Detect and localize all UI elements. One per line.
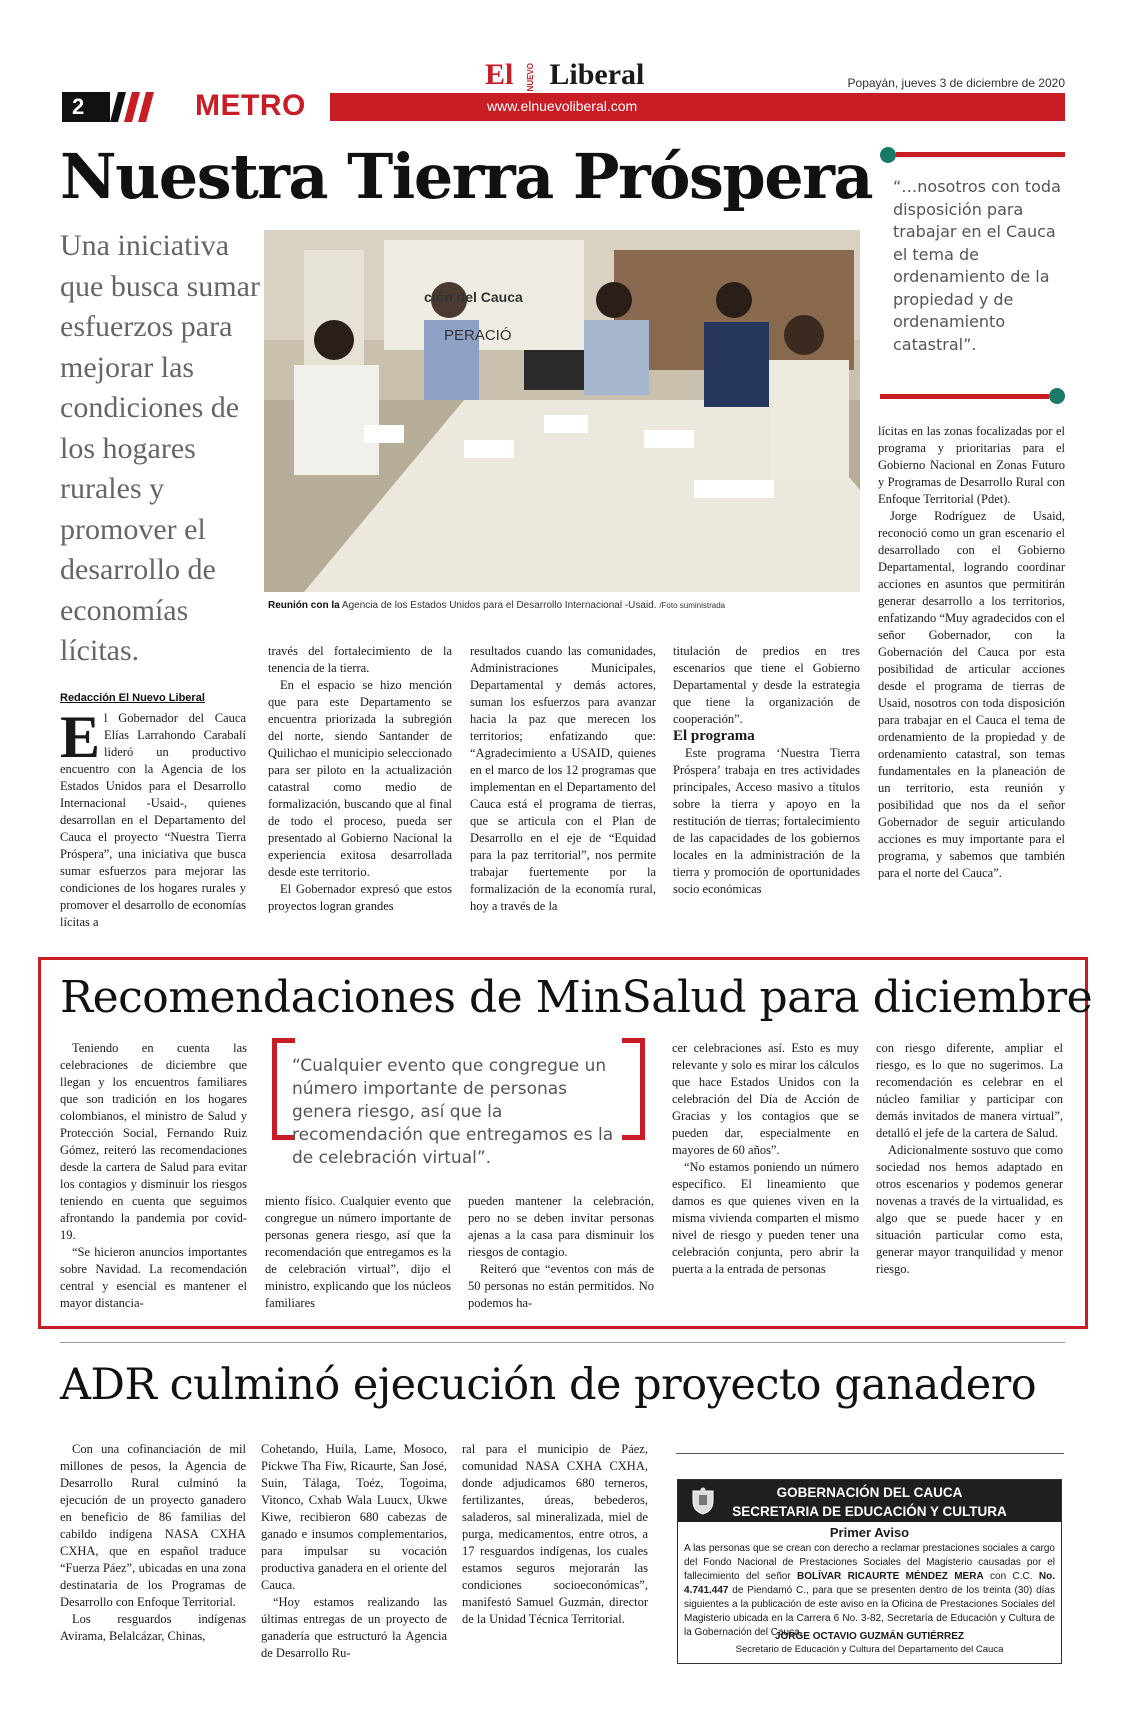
article-column-4: titulación de predios en tres escenarios que tiene el Gobierno Departamental y desde la estrategia que tiene la organización de cooperación”. El programa Este programa ‘Nuestra Tierra Próspera’ trabaja en tres actividades principales, Acceso masivo a títulos sobre la tierra y apoyo en la restitución de tierras; fortalecimiento de las capacidades de los gobiernos locales en la administración de la tierra y promoción de oportunidades socio económicas — [673, 644, 860, 896]
notice-rule — [676, 1453, 1064, 1454]
article-column-5: lícitas en las zonas focalizadas por el programa y prioritarias para el Gobierno Nacional en Zonas Futuro y Programas de Desarrollo Rural con Enfoque Territorial (Pdet). Jorge Rodríguez de Usaid, reconoció como un gran escenario el desarrollado con el Gobierno Departamental, logrando coordinar acciones en asuntos que permitirán generar desarrollo a los territorios, enfatizando “Muy agradecidos con el señor Gobernador, con la Gobernación del Cauca por esta posibilidad de articular acciones desde el programa de tierras de Usaid, nosotros con toda disposición para trabajar en el Cauca el tema de ordenamiento de la propiedad y de ordenamiento catastral, son temas fundamentales en la planeación de un territorio, esta reunión y posibilidad que nos da el señor Gobernador de seguir articulando acciones es muy importante para el programa, y sabemos que también para el norte del Cauca”. — [878, 424, 1065, 880]
page-number: 2 — [62, 92, 110, 122]
article-column-2: través del fortalecimiento de la tenencia de la tierra. En el espacio se hizo mención que para este Departamento se encuentra priorizada la subregión del norte, siendo Santander de Quilichao el municipio seleccionado para ser piloto en la actualización catastral como medio de formalización, buscando que al final de todo el proceso, pueda ser presentado al Gobierno Nacional la experiencia exitosa desarrollada desde este territorio. El Gobernador expresó que estos proyectos logran grandes — [268, 644, 452, 913]
meeting-photo — [264, 230, 860, 592]
notice-title: Primer Aviso — [829, 1525, 910, 1540]
pull-quote: “Cualquier evento que congregue un número importante de personas genera riesgo, así que la recomendación que entregamos es la de celebración virtual”. — [292, 1056, 614, 1168]
article-column-1: Teniendo en cuenta las celebraciones de diciembre que llegan y los encuentros familiares que son tradición en los hogares colombianos, el ministro de Salud y Protección Social, Fernando Ruiz Gómez, reiteró las recomendaciones desde la cartera de Salud para evitar los contagios y disminuir los riesgos teniendo en cuenta que seguimos afrontando la pandemia por covid-19. “Se hicieron anuncios importantes sobre Navidad. La recomendación central y esencial es mantener el mayor distancia- — [60, 1041, 247, 1310]
article-column-1: El Gobernador del Cauca Elías Larrahondo Carabalí lideró un productivo encuentro con la Agencia de los Estados Unidos para el Desarrollo Internacional -Usaid-, quienes desarrollan en el Departamento del Cauca el proyecto “Nuestra Tierra Próspera”, una iniciativa que busca sumar esfuerzos para mejorar las condiciones de los hogares rurales y promover el desarrollo de economías lícitas a — [60, 704, 246, 929]
subheading: El programa — [673, 728, 755, 744]
dateline: Popayán, jueves 3 de diciembre de 2020 — [847, 76, 1065, 90]
article-headline: Recomendaciones de MinSalud para diciembre — [60, 972, 1093, 1023]
article-column-3: ral para el municipio de Páez, comunidad NASA CXHA CXHA, donde adjudicamos 680 terneros, fertilizantes, úreas, bebederos, saladeros, sal mineralizada, miel de purga, medicamentos, entre otros, a 17 resguardos indígenas, los cuales estamos seguros mejorarán las condiciones socioeconómicas”, manifestó Samuel Guzmán, director de la Unidad Técnica Territorial. — [462, 1442, 648, 1626]
article-column-2: Cohetando, Huila, Lame, Mosoco, Pickwe Tha Fiw, Ricaurte, San José, Suin, Tálaga, Toéz, Togoima, Vitonco, Cxhab Wala Luucx, Ukwe Kiwe, recibieron 680 cabezas de ganado e insumos complementarios, para impulsar su vocación productiva ganadera en el oriente del Cauca. “Hoy estamos realizando las últimas entregas de un proyecto de ganadería que estructuró la Agencia de Desarrollo Ru- — [261, 1442, 447, 1660]
article-column-1: Con una cofinanciación de mil millones de pesos, la Agencia de Desarrollo Rural culminó la ejecución de un proyecto ganadero en beneficio de 86 familias del cabildo indígena NASA CXHA CXHA, que en español traduce “Fuerza Páez”, ubicadas en una zona destinataria de los Programas de Desarrollo con Enfoque Territorial. Los resguardos indígenas Avirama, Belalcázar, Chinas, — [60, 1442, 246, 1643]
notice-body: A las personas que se crean con derecho a reclamar prestaciones sociales a cargo del Fondo Nacional de Prestaciones Sociales del Magisterio causadas por el fallecimiento del señor BOLÍVAR RICAURTE MÉNDEZ MERA con C.C. No. 4.741.447 de Piendamó C., para que se presenten dentro de los treinta (30) días siguientes a la publicación de este aviso en la Oficina de Prestaciones Sociales del Magisterio ubicada en la Carrera 6 No. 3-82, Secretaría de Educación y Cultura de la Gobernación del Cauca. — [684, 1543, 1055, 1638]
svg-text:PERACIÓ: PERACIÓ — [444, 327, 512, 344]
notice-signatory: JORGE OCTAVIO GUZMÁN GUTIÉRREZ — [774, 1631, 965, 1642]
article-headline: ADR culminó ejecución de proyecto ganadero — [60, 1360, 1037, 1410]
svg-text:ción del Cauca: ción del Cauca — [424, 289, 523, 305]
coat-of-arms-icon — [690, 1487, 716, 1515]
article-column-3: resultados cuando las comunidades, Administraciones Municipales, Departamental y demás actores, suman los esfuerzos para avanzar hacia la paz que merecen los territorios; enfatizando que: “Agradecimiento a USAID, quienes en el marco de los 12 programas que implementan en el Departamento del Cauca está el programa de tierras, que se articula con el Plan de Desarrollo en el eje de “Equidad para la paz territorial”, nos permite trabajar fuertemente por la formalización de la economía rural, hoy a través de la — [470, 644, 656, 913]
website-url[interactable]: www.elnuevoliberal.com — [487, 98, 638, 114]
article-column-4: cer celebraciones así. Esto es muy relevante y solo es mirar los cálculos que hace Estados Unidos con la celebración del Día de Acción de Gracias y los contagios que se pueden dar, especialmente en mayores de 60 años”. “No estamos poniendo un número específico. El lineamiento que damos es que quienes viven en la misma vivienda comparten el mismo nivel de riesgo y pueden tener una celebración conjunta, pero abrir la puerta a la entrada de personas — [672, 1041, 859, 1276]
photo-caption: Reunión con la Agencia de los Estados Unidos para el Desarrollo Internacional -Usaid. /Foto suministrada — [268, 600, 726, 611]
section-name: METRO — [195, 89, 306, 122]
header-stripes-graphic — [110, 92, 166, 122]
notice-header: GOBERNACIÓN DEL CAUCA SECRETARIA DE EDUCACIÓN Y CULTURA — [678, 1480, 1061, 1522]
pull-quote: “…nosotros con toda disposición para trabajar en el Cauca el tema de ordenamiento de la propiedad y de ordenamiento catastral”. — [893, 177, 1061, 354]
article-column-3: pueden mantener la celebración, pero no se deben invitar personas ajenas a la casa para disminuir los riesgos de contagio. Reiteró que “eventos con más de 50 personas no están permitidos. No podemos ha- — [468, 1194, 654, 1310]
legal-notice — [677, 1479, 1062, 1664]
header-red-bar — [330, 93, 1065, 121]
article-column-2: miento físico. Cualquier evento que congregue un número importante de personas genera riesgo, así que la recomendación que entregamos es la de celebración virtual”, dijo el ministro, explicando que los núcleos familiares — [265, 1194, 451, 1310]
byline: Redacción El Nuevo Liberal — [60, 692, 205, 704]
article-deck: Una iniciativa que busca sumar esfuerzos para mejorar las condiciones de los hogares rurales y promover el desarrollo de economías lícitas. — [60, 229, 260, 667]
drop-cap: E — [60, 704, 101, 770]
newspaper-logo[interactable]: El NUEVO Liberal — [485, 58, 645, 92]
notice-signatory-title: Secretario de Educación y Cultura del Departamento del Cauca — [735, 1644, 1004, 1655]
article-headline: Nuestra Tierra Próspera — [60, 140, 873, 213]
article-column-5: con riesgo diferente, ampliar el riesgo, es lo que no sugerimos. La recomendación es celebrar en el núcleo familiar y participar con demás invitados de manera virtual”, detalló el jefe de la cartera de Salud. Adicionalmente sostuvo que como sociedad nos hemos adaptado en otros escenarios y podemos generar novenas a través de la virtualidad, es algo que se puede hacer y en situación particular como esta, generar mayor tranquilidad y menor riesgo. — [876, 1041, 1063, 1276]
section-divider — [60, 1342, 1065, 1343]
